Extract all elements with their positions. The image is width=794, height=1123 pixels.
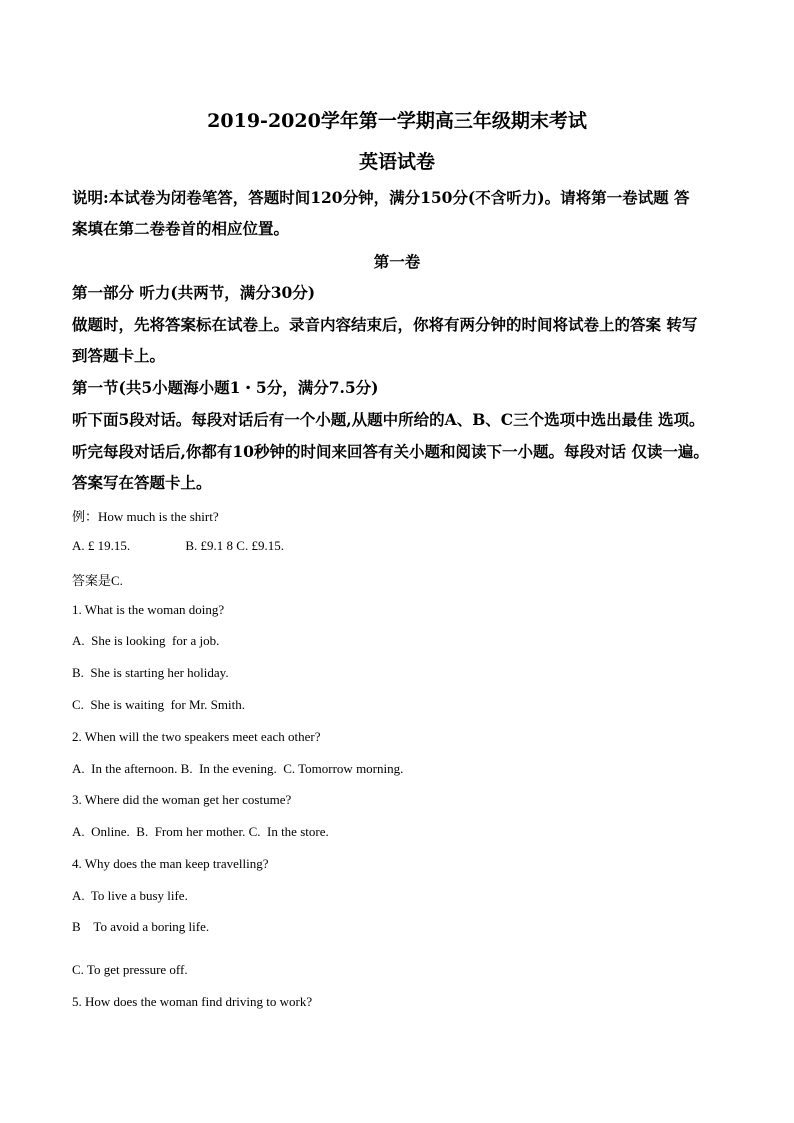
question-2: 2. When will the two speakers meet each other? [72,729,321,744]
section-instructions-line-2: 听完每段对话后,你都有10秒钟的时间来回答有关小题和阅读下一小题。每段对话 仅读一遍。 [72,442,709,461]
instructions-line-1: 说明:本试卷为闭卷笔答，答题时间120分钟，满分150分(不含听力)。请将第一卷试题 答 [72,188,690,207]
question-1-option-b: B. She is starting her holiday. [72,665,229,680]
section-instructions-line-1: 听下面5段对话。每段对话后有一个小题,从题中所给的A、B、C三个选项中选出最佳 选项。 [72,410,705,429]
section-heading: 第一节(共5小题海小题1・5分，满分7.5分) [72,378,379,397]
question-5: 5. How does the woman find driving to work? [72,994,313,1009]
question-3-options: A. Online. B. From her mother. C. In the store. [72,824,329,839]
question-4-option-c: C. To get pressure off. [72,962,188,977]
exam-subtitle: 英语试卷 [358,151,435,173]
exam-title: 2019-2020学年第一学期高三年级期末考试 [207,110,587,132]
question-1-option-a: A. She is looking for a job. [72,633,220,648]
volume-label: 第一卷 [373,252,421,271]
question-4-option-a: A. To live a busy life. [72,888,188,903]
example-question: 例：How much is the shirt? [72,509,219,524]
question-4: 4. Why does the man keep travelling? [72,856,269,871]
part-heading: 第一部分 听力(共两节，满分30分) [72,283,316,302]
example-options: A. £ 19.15. B. £9.1 8 C. £9.15. [72,538,284,553]
question-4-option-b: B To avoid a boring life. [72,919,210,934]
question-3: 3. Where did the woman get her costume? [72,792,292,807]
section-instructions-line-3: 答案写在答题卡上。 [72,473,212,492]
example-answer: 答案是C. [72,573,123,588]
part-intro-line-2: 到答题卡上。 [72,346,166,365]
part-intro-line-1: 做题时，先将答案标在试卷上。录音内容结束后，你将有两分钟的时间将试卷上的答案 转写 [72,315,698,334]
question-2-options: A. In the afternoon. B. In the evening. C. Tomorrow morning. [72,761,404,776]
instructions-line-2: 案填在第二卷卷首的相应位置。 [72,219,290,238]
question-1: 1. What is the woman doing? [72,602,225,617]
question-1-option-c: C. She is waiting for Mr. Smith. [72,697,245,712]
